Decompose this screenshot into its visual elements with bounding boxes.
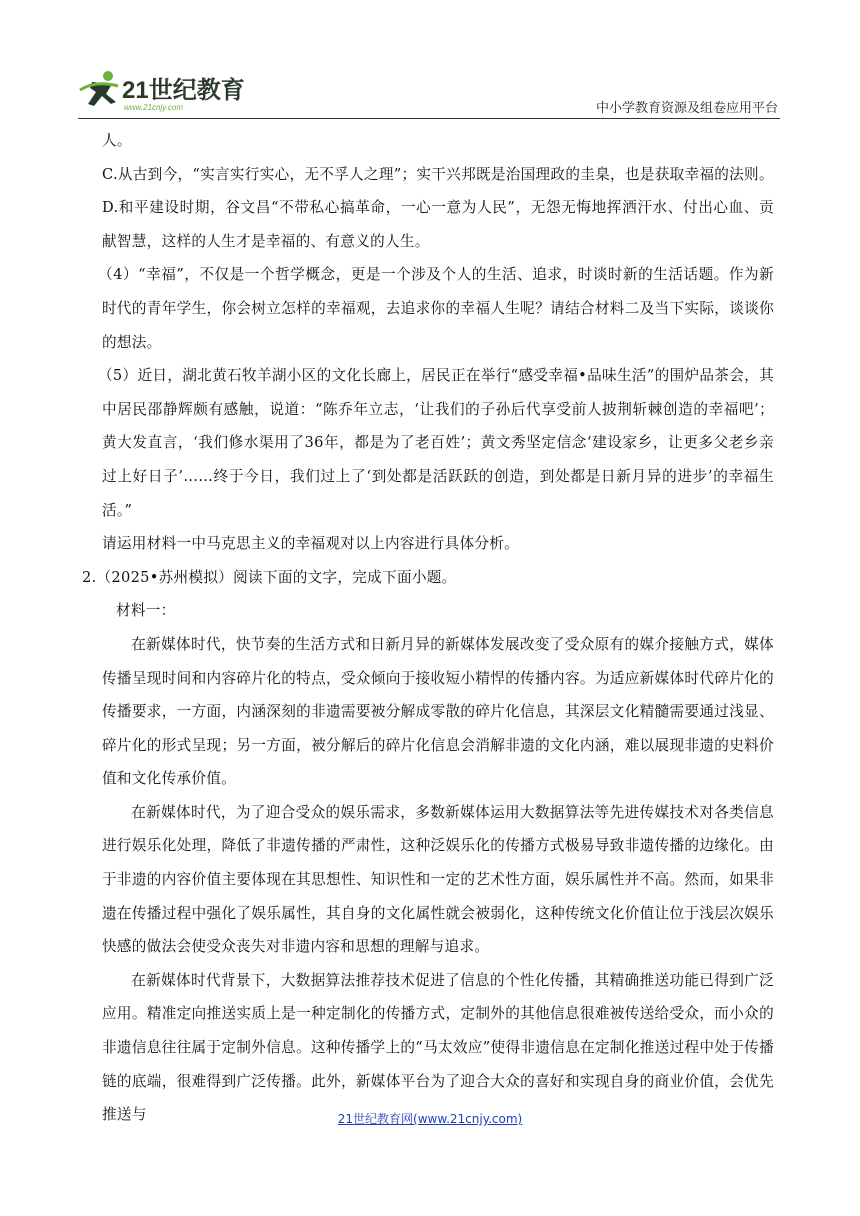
paragraph-continuation: 人。 [102,132,132,149]
runner-icon [80,71,118,106]
option-d: D.和平建设时期，谷文昌“不带私心搞革命，一心一意为人民”，无怨无悔地挥洒汗水、付出心血、贡献智慧，这样的人生才是幸福的、有意义的人生。 [102,199,774,250]
document-body [82,124,774,1132]
header-divider [78,118,780,119]
footer-link[interactable]: 21世纪教育网(www.21cnjy.com) [337,1112,523,1126]
logo-main-text: 21世纪教育 [122,77,245,104]
logo-sub-text: www.21cnjy.com [124,103,183,112]
page-footer [0,1110,860,1127]
question-5: （5）近日，湖北黄石牧羊湖小区的文化长廊上，居民正在举行“感受幸福•品味生活”的围炉品茶会，其中居民邵静辉颇有感触，说道：“陈乔年立志，‘让我们的子孙后代享受前人披荆斩棘创造的幸福吧’；黄大发直言，‘我们修水渠用了36年，都是为了老百姓’；黄文秀坚定信念‘建设家乡，让更多父老乡亲过上好日子’……终于今日，我们过上了‘到处都是活跃跃的创造，到处都是日新月异的进步’的幸福生活。” [98,367,774,519]
question-5-prompt: 请运用材料一中马克思主义的幸福观对以上内容进行具体分析。 [102,535,520,553]
option-c: C.从古到今，“实言实行实心，无不孚人之理”；实干兴邦既是治国理政的圭臬，也是获取幸福的法则。 [102,165,774,183]
material-paragraph: 在新媒体时代背景下，大数据算法推荐技术促进了信息的个性化传播，其精确推送功能已得到广泛应用。精准定向推送实质上是一种定制化的传播方式，定制外的其他信息很难被传送给受众，而小众的非遗信息往往属于定制外信息。这种传播学上的“马太效应”使得非遗信息在定制化推送过程中处于传播链的底端，很难得到广泛传播。此外，新媒体平台为了迎合大众的喜好和实现自身的商业价值，会优先推送与 [102,971,774,1124]
page-header [78,64,780,118]
material-one-label: 材料一： [116,602,176,620]
question-2-heading: 2.（2025•苏州模拟）阅读下面的文字，完成下面小题。 [82,568,457,586]
question-4: （4）“幸福”，不仅是一个哲学概念，更是一个涉及个人的生活、追求，时谈时新的生活话题。作为新时代的青年学生，你会树立怎样的幸福观，去追求你的幸福人生呢？请结合材料二及当下实际，谈谈你的想法。 [98,266,774,351]
material-paragraph: 在新媒体时代，为了迎合受众的娱乐需求，多数新媒体运用大数据算法等先进传媒技术对各类信息进行娱乐化处理，降低了非遗传播的严肃性，这种泛娱乐化的传播方式极易导致非遗传播的边缘化。由于非遗的内容价值主要体现在其思想性、知识性和一定的艺术性方面，娱乐属性并不高。然而，如果非遗在传播过程中强化了娱乐属性，其自身的文化属性就会被弱化，这种传统文化价值让位于浅层次娱乐快感的做法会使受众丧失对非遗内容和思想的理解与追求。 [102,803,774,956]
material-paragraph: 在新媒体时代，快节奏的生活方式和日新月异的新媒体发展改变了受众原有的媒介接触方式，媒体传播呈现时间和内容碎片化的特点，受众倾向于接收短小精悍的传播内容。为适应新媒体时代碎片化的传播要求，一方面，内涵深刻的非遗需要被分解成零散的碎片化信息，其深层文化精髓需要通过浅显、碎片化的形式呈现；另一方面，被分解后的碎片化信息会消解非遗的文化内涵，难以展现非遗的史料价值和文化传承价值。 [102,635,774,788]
platform-name: 中小学教育资源及组卷应用平台 [595,101,778,116]
logo [78,68,248,114]
